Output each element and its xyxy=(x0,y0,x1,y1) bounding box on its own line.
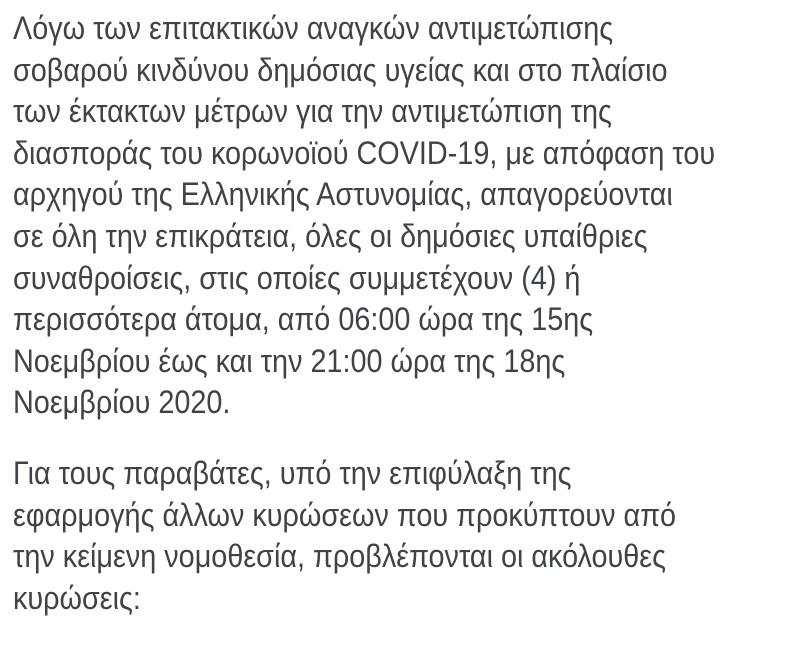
paragraph-restrictions xyxy=(13,8,721,424)
text-line: σε όλη την επικράτεια, όλες οι δημόσιες υπαίθριες xyxy=(13,217,648,254)
text-line: την κείμενη νομοθεσία, προβλέπονται οι ακόλουθες xyxy=(13,538,667,575)
text-line: περισσότερα άτομα, από 06:00 ώρα της 15ης xyxy=(13,301,594,338)
text-line: αρχηγού της Ελληνικής Αστυνομίας, απαγορεύονται xyxy=(13,176,673,213)
text-line: συναθροίσεις, στις οποίες συμμετέχουν (4) ή xyxy=(13,259,581,296)
text-line: διασποράς του κορωνοϊού COVID-19, με απόφαση του xyxy=(13,134,716,171)
text-line: των έκτακτων μέτρων για την αντιμετώπιση της xyxy=(13,93,612,130)
text-line: Νοεμβρίου έως και την 21:00 ώρα της 18ης xyxy=(13,342,566,379)
text-line: κυρώσεις: xyxy=(13,579,141,616)
text-line: Για τους παραβάτες, υπό την επιφύλαξη της xyxy=(13,454,572,491)
paragraph-penalties xyxy=(13,453,721,619)
text-line: σοβαρού κινδύνου δημόσιας υγείας και στο πλαίσιο xyxy=(13,51,668,88)
text-line: Νοεμβρίου 2020. xyxy=(13,384,231,421)
text-line: Λόγω των επιτακτικών αναγκών αντιμετώπισης xyxy=(13,10,614,46)
text-line: εφαρμογής άλλων κυρώσεων που προκύπτουν από xyxy=(13,496,677,533)
